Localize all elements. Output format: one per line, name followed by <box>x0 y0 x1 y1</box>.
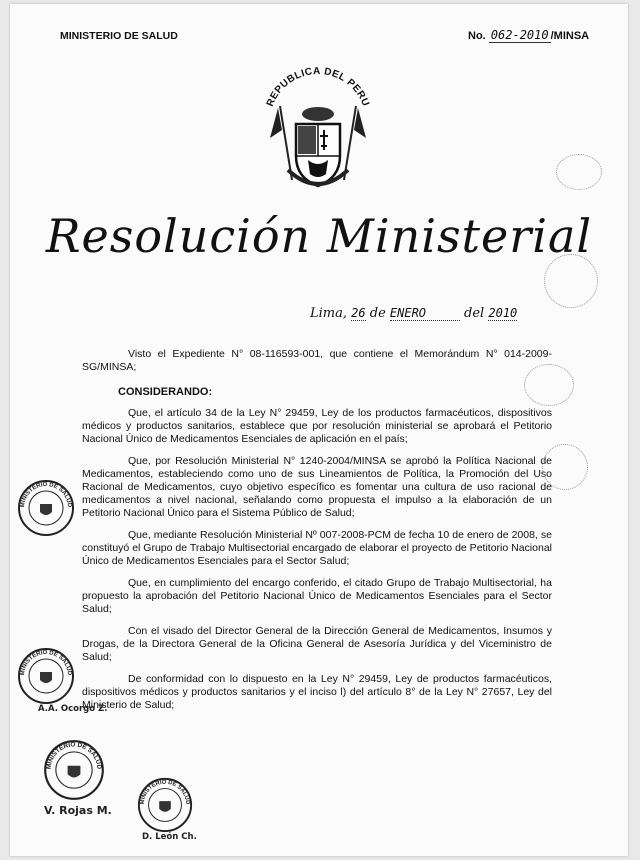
date-de: de <box>369 306 386 321</box>
body-paragraph: Con el visado del Director General de la Dirección General de Medicamentos, Insumos y Drogas, de la Directora General de la Oficina General de Asesoría Jurídica y del Viceministro de Salud; <box>82 625 552 663</box>
ministry-stamp-icon <box>136 776 194 834</box>
body-paragraph: Que, por Resolución Ministerial N° 1240-2004/MINSA se aprobó la Política Nacional de Medicamentos, estableciendo como uno de sus Lineamientos de Política, la Promoción del Uso Racional de Medicamentos, cuyo objetivo específico es fomentar una cultura de uso racional de medicamentos a nivel nacional, señalando como propuesta el impulso a la elaboración de un Petitorio Nacional Único para el Sistema Público de Salud; <box>82 455 552 519</box>
stamp-text: MINISTERIO DE SALUD <box>19 481 73 508</box>
scan-smudge <box>556 154 602 190</box>
number-prefix: No. <box>468 30 486 42</box>
body-paragraph: Que, en cumplimiento del encargo conferido, el citado Grupo de Trabajo Multisectorial, ha propuesto la aprobación del Petitorio Nacional Único de Medicamentos Esenciales para el Sector Salud; <box>82 577 552 615</box>
signature-initials: V. Rojas M. <box>44 804 112 817</box>
svg-text:REPUBLICA DEL PERU <box>265 66 371 108</box>
number-value: 062-2010 <box>490 28 549 42</box>
resolution-number <box>468 28 589 42</box>
document-body <box>82 348 552 721</box>
body-paragraph: Que, mediante Resolución Ministerial Nº 007-2008-PCM de fecha 10 de enero de 2008, se constituyó el Grupo de Trabajo Multisectorial encargado de elaborar el proyecto de Petitorio Nacional Único de Medicamentos Esenciales para el Sector Salud; <box>82 529 552 567</box>
stamp-text: MINISTERIO DE SALUD <box>139 779 191 805</box>
seal-svg <box>248 60 388 200</box>
peru-coat-of-arms-icon <box>248 60 388 200</box>
date-month: ENERO <box>390 306 460 321</box>
date-day: 26 <box>351 306 366 320</box>
document-date <box>310 306 517 321</box>
scan-smudge <box>524 364 574 406</box>
ministry-stamp-icon <box>42 738 106 802</box>
signature-initials: A.A. Ocorgo Z. <box>38 704 108 714</box>
date-year: 2010 <box>488 306 518 320</box>
date-city: Lima, <box>310 306 348 321</box>
ministry-stamp-icon <box>16 646 76 706</box>
svg-text:MINISTERIO DE SALUD <box>45 741 102 770</box>
seal-text: REPUBLICA DEL PERU <box>264 65 372 109</box>
body-paragraph: De conformidad con lo dispuesto en la Ley N° 29459, Ley de productos farmacéuticos, dispositivos médicos y productos sanitarios y el inciso l) del artículo 8° de la Ley N° 27657, Ley del Ministerio de Salud; <box>82 673 552 711</box>
considerando-heading: CONSIDERANDO: <box>118 386 213 398</box>
document-page <box>10 4 628 856</box>
body-paragraph: Que, el artículo 34 de la Ley N° 29459, Ley de los productos farmacéuticos, dispositivos médicos y productos sanitarios, establece que por resolución ministerial se aprobará el Petitorio Nacional Único de Medicamentos Esenciales de aplicación en el país; <box>82 407 552 445</box>
visto-paragraph: Visto el Expediente N° 08-116593-001, que contiene el Memorándum N° 014-2009-SG/MINSA; <box>82 348 552 373</box>
scan-smudge <box>542 444 588 490</box>
document-title: Resolución Ministerial <box>45 209 593 263</box>
signature-initials: D. León Ch. <box>142 832 197 842</box>
number-suffix: /MINSA <box>550 30 590 42</box>
scan-smudge <box>544 254 598 308</box>
stamp-text: MINISTERIO DE SALUD <box>45 741 103 770</box>
ministry-stamp-icon <box>16 478 76 538</box>
ministry-header: MINISTERIO DE SALUD <box>60 30 178 42</box>
stamp-text: MINISTERIO DE SALUD <box>19 649 73 676</box>
date-del: del <box>464 306 485 321</box>
svg-text:MINISTERIO DE SALUD <box>140 780 191 805</box>
